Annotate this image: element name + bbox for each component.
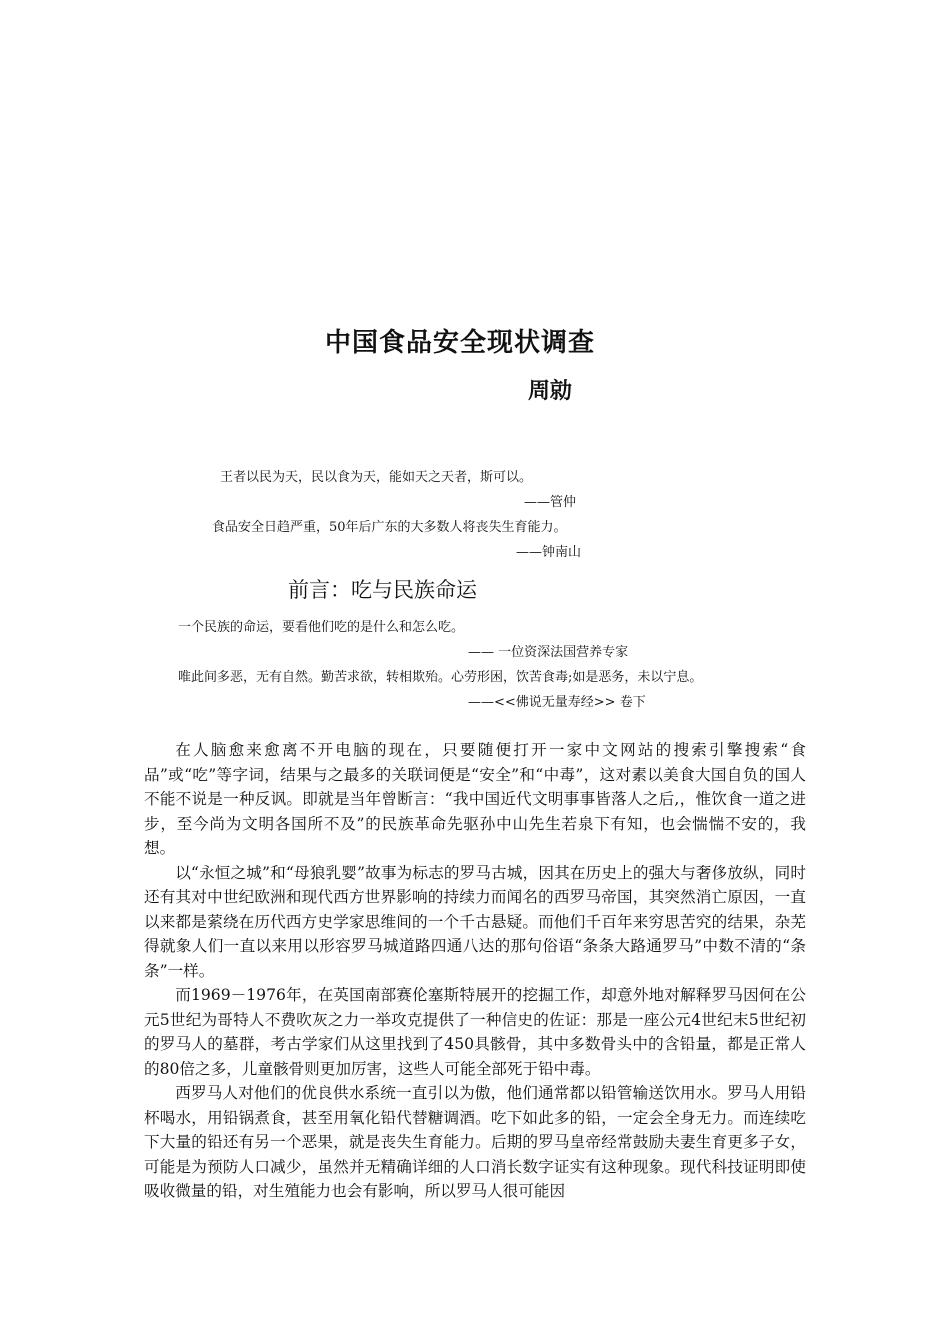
preface-epigraph-quote: 唯此间多恶，无有自然。勤苦求欲，转相欺殆。心劳形困，饮苦食毒;如是恶务，未以宁息。 [178, 670, 703, 685]
epigraph-source: ——钟南山 [516, 545, 582, 560]
paragraph: 西罗马人对他们的优良供水系统一直引以为傲，他们通常都以铅管输送饮用水。罗马人用铅杯喝水，用铅锅煮食，甚至用氧化铅代替糖调酒。吃下如此多的铅，一定会全身无力。而连续吃下大量的铅还有另一个恶果，就是丧失生育能力。后期的罗马皇帝经常鼓励夫妻生育更多子女，可能是为预防人口减少，虽然并无精确详细的人口消长数字证实有这种现象。现代科技证明即使吸收微量的铅，对生殖能力也会有影响，所以罗马人很可能因 [144, 1084, 806, 1200]
preface-epigraph-source: ——<<佛说无量寿经>> 卷下 [468, 695, 646, 710]
epigraph-quote: 食品安全日趋严重，50年后广东的大多数人将丧失生育能力。 [212, 520, 567, 535]
author-name: 周勍 [528, 379, 573, 404]
epigraph-source: ——管仲 [524, 495, 577, 510]
preface-epigraph-quote: 一个民族的命运，要看他们吃的是什么和怎么吃。 [178, 620, 465, 635]
document-title: 中国食品安全现状调查 [324, 328, 595, 358]
paragraph: 而1969－1976年，在英国南部赛伦塞斯特展开的挖掘工作，却意外地对解释罗马因何在公元5世纪为哥特人不费吹灰之力一举攻克提供了一种信史的佐证：那是一座公元4世纪末5世纪初的罗马人的墓群，考古学家们从这里找到了450具骸骨，其中多数骨头中的含铅量，都是正常人的80倍之多，儿童骸骨则更加厉害，这些人可能全部死于铅中毒。 [144, 986, 806, 1078]
paragraph: 在人脑愈来愈离不开电脑的现在，只要随便打开一家中文网站的搜索引擎搜索“食品”或“吃”等字词，结果与之最多的关联词便是“安全”和“中毒”，这对素以美食大国自负的国人不能不说是一种反讽。即就是当年曾断言：“我中国近代文明事事皆落人之后,，惟饮食一道之进步，至今尚为文明各国所不及”的民族革命先驱孙中山先生若泉下有知，也会惴惴不安的，我想。 [144, 741, 806, 857]
preface-heading: 前言：吃与民族命运 [288, 578, 477, 602]
paragraph: 以“永恒之城”和“母狼乳婴”故事为标志的罗马古城，因其在历史上的强大与奢侈放纵，同时还有其对中世纪欧洲和现代西方世界影响的持续力而闻名的西罗马帝国，其突然消亡原因，一直以来都是萦绕在历代西方史学家思维间的一个千古悬疑。而他们千百年来穷思苦究的结果，杂芜得就象人们一直以来用以形容罗马城道路四通八达的那句俗语“条条大路通罗马”中数不清的“条条”一样。 [144, 863, 806, 980]
epigraph-quote: 王者以民为天，民以食为天，能如天之天者，斯可以。 [220, 470, 533, 485]
body-text [144, 738, 806, 1204]
preface-epigraph-source: —— 一位资深法国营养专家 [468, 645, 629, 660]
